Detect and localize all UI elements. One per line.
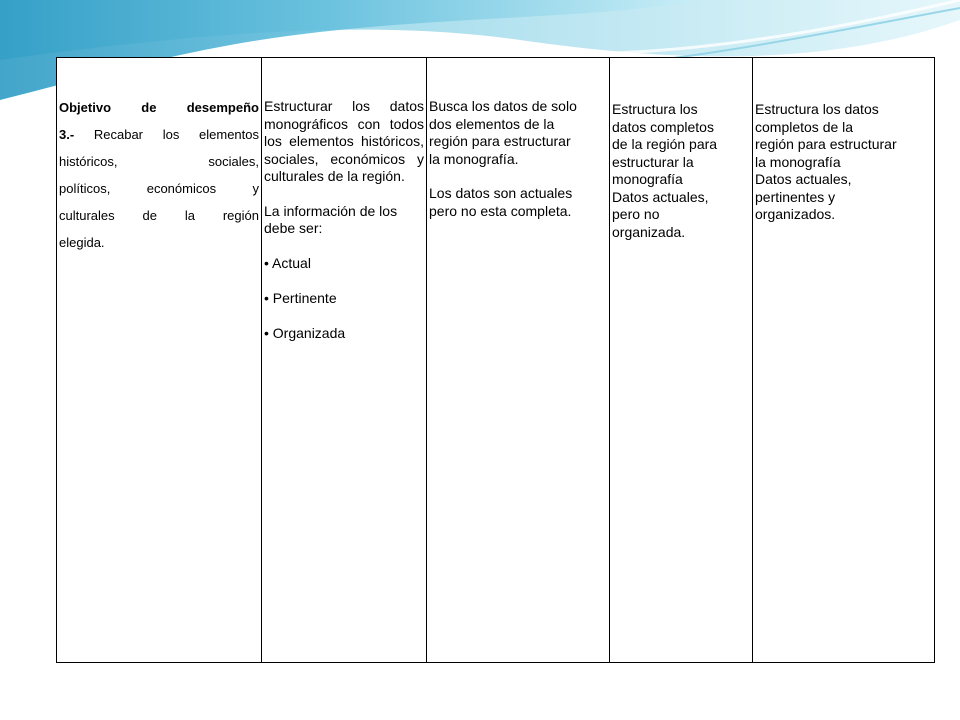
list-item: • Organizada [264,325,346,341]
level-organized-cell [753,58,935,663]
objective-text-line: culturales de la región [59,208,259,223]
level-partial-note: Los datos son actuales pero no esta completa. [429,185,573,219]
objective-number: 3.- [59,127,75,142]
objective-title: Objetivo de desempeño [59,100,259,115]
objective-cell [57,58,262,663]
rubric-table [56,57,935,663]
objective-text-line: políticos, económicos y [59,181,259,196]
level-excellent-cell [262,58,427,663]
level-complete-text: Estructura los datos completos de la región para estructurar la monografía Datos actuales, pero no organizada. [612,101,718,240]
level-excellent-intro: Estructurar los datos monográficos con todos los elementos históricos, sociales, económicos y culturales de la región. [264,98,424,184]
objective-text-line: elegida. [59,235,105,250]
level-partial-cell [427,58,610,663]
level-organized-text: Estructura los datos completos de la región para estructurar la monografía Datos actuales, pertinentes y organizados. [755,101,897,222]
list-item: • Pertinente [264,290,337,306]
list-item: • Actual [264,255,311,271]
criteria-list [264,238,424,361]
objective-text-line: Recabar los elementos [93,127,259,142]
level-excellent-info-label: La información de los debe ser: [264,202,398,236]
level-complete-cell [610,58,753,663]
objective-text-line: históricos, sociales, [59,154,259,169]
level-partial-text: Busca los datos de solo dos elementos de la región para estructurar la monografía. [429,98,577,167]
table-row [57,58,935,663]
